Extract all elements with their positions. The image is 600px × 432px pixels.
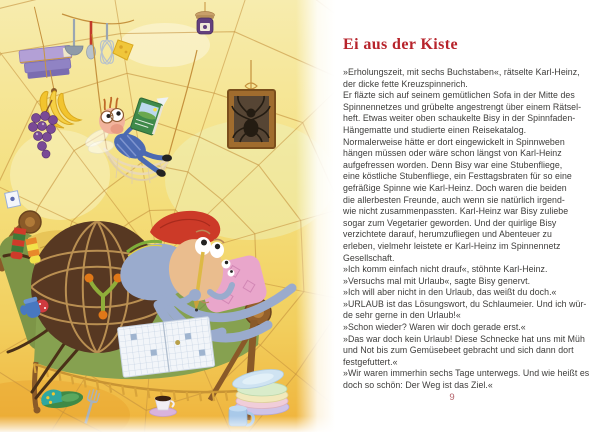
text-line: Spinnennetzes und grübelte angestrengt über einem Rätsel-: [343, 101, 582, 112]
text-line: gefräßige Spinne wie Karl-Heinz. Doch waren die beiden: [343, 182, 567, 193]
text-line: »URLAUB ist das Lösungswort, du Schlaumeier. Und ich wür-: [343, 298, 587, 309]
text-line: de sehr gerne in den Urlaub!«: [343, 310, 461, 321]
text-line: heft. Etwas weiter oben schaukelte Bisy in der Spinnfaden-: [343, 113, 576, 124]
chapter-heading: Ei aus der Kiste: [343, 36, 459, 53]
text-line: »Ich komm einfach nicht drauf«, stöhnte Karl-Heinz.: [343, 264, 548, 275]
right-edge-fade: [296, 0, 335, 432]
text-line: »Wir waren immerhin sechs Tage unterwegs. Und wie heißt es: [343, 368, 590, 379]
text-line: die allerbesten Freunde, auch wenn sie natürlich irgend-: [343, 194, 565, 205]
page-number: 9: [449, 392, 455, 403]
text-line: aufgefressen worden. Denn Bisy war eine Stubenfliege,: [343, 159, 563, 170]
text-line: »Versuchs mal mit Urlaub«, sagte Bisy genervt.: [343, 275, 531, 286]
stamp: [5, 191, 21, 208]
text-line: eine köstliche Stubenfliege, ein Festtagsbraten für so eine: [343, 171, 572, 182]
text-line: »Ich will aber nicht in den Urlaub, das weißt du doch.«: [343, 287, 557, 298]
text-line: Gesellschaft.: [343, 252, 395, 263]
text-line: doch so schön: Der Weg ist das Ziel.«: [343, 380, 493, 391]
text-line: wie nicht zusammenpassten. Karl-Heinz war Bisy zuliebe: [343, 206, 569, 217]
text-line: hängen müssen oder wäre schon längst von Karl-Heinz: [343, 148, 562, 159]
text-line: »Erholungszeit, mit sechs Buchstaben«, rätselte Karl-Heinz,: [343, 67, 580, 77]
text-line: »Das war doch kein Urlaub! Diese Schnecke hat uns mit Müh: [343, 333, 585, 344]
text-line: erleben, vielmehr leistete er Karl-Heinz im Spinnennetz: [343, 240, 561, 251]
text-line: Normalerweise hätte er dort eingewickelt in Spinnweben: [343, 136, 565, 147]
text-line: festgefuttert.«: [343, 356, 398, 367]
text-line: und Not bis zum Gemüsebeet gebracht und sich dann dort: [343, 345, 574, 356]
text-line: Er fläzte sich auf seinem gemütlichen Sofa in der Mitte des: [343, 90, 575, 101]
body-text: [343, 67, 599, 392]
text-line: »Schon wieder? Waren wir doch gerade erst.«: [343, 322, 526, 333]
bottom-edge-fade: [0, 416, 335, 432]
text-line: der dicke fette Kreuzspinnerich.: [343, 78, 468, 89]
text-line: sogar zum Vegetarier geworden. Und der quirlige Bisy: [343, 217, 557, 228]
text-page: [343, 36, 599, 392]
crossword-magazine: [117, 317, 214, 378]
text-line: verzichtete darauf, herumzufliegen und Abenteuer zu: [343, 229, 552, 240]
text-line: Hängematte und studierte einen Reisekatalog.: [343, 124, 527, 135]
